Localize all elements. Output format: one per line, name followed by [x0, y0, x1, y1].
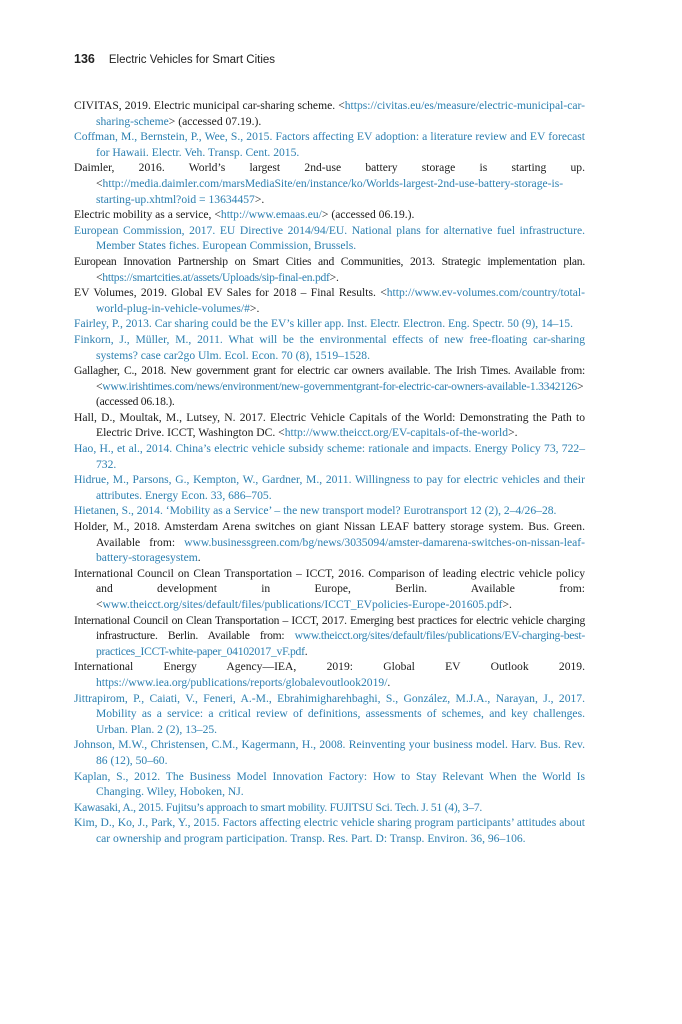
reference-text: Gallagher, C., 2018. New government grant for electric car owners available. The Irish Times. Available from: < — [74, 364, 585, 393]
book-title: Electric Vehicles for Smart Cities — [108, 54, 276, 66]
reference-item[interactable] — [74, 441, 585, 472]
reference-text[interactable]: Kim, D., Ko, J., Park, Y., 2015. Factors affecting electric vehicle sharing program participants’ attitudes about car ownership and program participation. Transp. Res. Part. D: Transp. Environ. 36, 96–106. — [74, 816, 585, 845]
reference-trailer: > (accessed 06.18.). — [96, 379, 584, 409]
reference-link[interactable]: http://www.theicct.org/EV-capitals-of-the-world — [284, 426, 509, 440]
reference-text[interactable]: Hao, H., et al., 2014. China’s electric vehicle subsidy scheme: rationale and impacts. Energy Policy 73, 722–732. — [74, 442, 585, 471]
reference-text: International Council on Clean Transportation – ICCT, 2016. Comparison of leading electric vehicle policy and development in Europe, Berlin. Available from: < — [74, 566, 585, 611]
reference-trailer: >. — [254, 192, 265, 206]
reference-link[interactable]: http://www.emaas.eu/ — [220, 208, 322, 222]
reference-trailer: . — [304, 644, 308, 658]
reference-link[interactable]: https://smartcities.at/assets/Uploads/sip-final-en.pdf — [102, 270, 330, 284]
reference-list — [74, 98, 585, 847]
reference-item — [74, 363, 585, 410]
page-number: 136 — [74, 52, 95, 66]
reference-trailer: . — [197, 551, 201, 565]
reference-text[interactable]: Coffman, M., Bernstein, P., Wee, S., 2015. Factors affecting EV adoption: a literature review and EV forecast for Hawaii. Electr. Veh. Transp. Cent. 2015. — [74, 130, 585, 159]
reference-text[interactable]: Johnson, M.W., Christensen, C.M., Kagermann, H., 2008. Reinventing your business model. Harv. Bus. Rev. 86 (12), 50–60. — [74, 738, 585, 767]
reference-item — [74, 519, 585, 566]
reference-item[interactable] — [74, 129, 585, 160]
reference-item — [74, 566, 585, 613]
reference-item[interactable] — [74, 769, 585, 800]
reference-text[interactable]: Hidrue, M., Parsons, G., Kempton, W., Gardner, M., 2011. Willingness to pay for electric vehicles and their attributes. Energy Econ. 33, 686–705. — [74, 473, 585, 502]
reference-item[interactable] — [74, 800, 585, 816]
reference-text: Hall, D., Moultak, M., Lutsey, N. 2017. Electric Vehicle Capitals of the World: Demonstrating the Path to Electric Drive. ICCT, Washington DC. < — [74, 410, 585, 440]
reference-link[interactable]: www.theicct.org/sites/default/files/publications/EV-charging-best-practices_ICCT-white-paper_04102017_vF.pdf — [96, 629, 585, 658]
reference-trailer: > (accessed 07.19.). — [168, 114, 262, 128]
reference-text[interactable]: Jittrapirom, P., Caiati, V., Feneri, A.-M., Ebrahimigharehbaghi, S., González, M.J.A., Narayan, J., 2017. Mobility as a service: a critical review of definitions, assessments of schemes, and key challenges. Urban. Plan. 2 (2), 13–25. — [74, 691, 585, 736]
reference-item — [74, 613, 585, 660]
reference-link[interactable]: www.irishtimes.com/news/environment/new-governmentgrant-for-electric-car-owners-available-1.3342126 — [102, 379, 577, 393]
reference-trailer: . — [387, 675, 391, 689]
reference-text[interactable]: Fairley, P., 2013. Car sharing could be the EV’s killer app. Inst. Electr. Electron. Eng. Spectr. 50 (9), 14–15. — [74, 317, 573, 331]
reference-item — [74, 659, 585, 690]
reference-link[interactable]: http://www.ev-volumes.com/country/total-world-plug-in-vehicle-volumes/# — [96, 286, 585, 315]
reference-text[interactable]: Finkorn, J., Müller, M., 2011. What will be the environmental effects of new free-floating car-sharing systems? case car2go Ulm. Ecol. Econ. 70 (8), 1519–1528. — [74, 332, 585, 362]
reference-trailer: > (accessed 06.19.). — [321, 208, 415, 222]
reference-item — [74, 254, 585, 285]
reference-trailer: >. — [502, 598, 512, 611]
reference-link[interactable]: https://www.iea.org/publications/reports/globalevoutlook2019/ — [96, 675, 388, 689]
reference-item[interactable] — [74, 316, 585, 332]
reference-text: International Council on Clean Transportation – ICCT, 2017. Emerging best practices for electric vehicle charging infrastructure. Berlin. Available from: — [74, 613, 585, 643]
reference-item — [74, 207, 585, 223]
reference-trailer: >. — [508, 426, 518, 440]
reference-text: Holder, M., 2018. Amsterdam Arena switches on giant Nissan LEAF battery storage system. Bus. Green. Available from: — [74, 520, 585, 549]
reference-item[interactable] — [74, 503, 585, 519]
reference-item[interactable] — [74, 737, 585, 768]
reference-item[interactable] — [74, 223, 585, 254]
reference-text: EV Volumes, 2019. Global EV Sales for 2018 – Final Results. < — [74, 286, 387, 300]
reference-text[interactable]: Hietanen, S., 2014. ‘Mobility as a Service’ – the new transport model? Eurotransport 12 (2), 2–4/26–28. — [74, 504, 557, 518]
reference-item[interactable] — [74, 332, 585, 363]
reference-item[interactable] — [74, 691, 585, 738]
reference-item — [74, 98, 585, 129]
reference-text: Electric mobility as a service, < — [74, 208, 221, 222]
running-head — [74, 52, 275, 66]
reference-text[interactable]: European Commission, 2017. EU Directive 2014/94/EU. National plans for alternative fuel infrastructure. Member States fiches. European Commission, Brussels. — [74, 223, 585, 253]
reference-link[interactable]: www.theicct.org/sites/default/files/publications/ICCT_EVpolicies-Europe-201605.pdf — [102, 598, 503, 611]
reference-text: International Energy Agency—IEA, 2019: Global EV Outlook 2019. — [74, 660, 585, 674]
reference-trailer: >. — [249, 301, 260, 315]
reference-link[interactable]: http://media.daimler.com/marsMediaSite/en/instance/ko/Worlds-largest-2nd-use-battery-storage-is-starting-up.xhtml?oid = 13634457 — [96, 176, 564, 206]
reference-item — [74, 160, 585, 207]
reference-text[interactable]: Kaplan, S., 2012. The Business Model Innovation Factory: How to Stay Relevant When the World Is Changing. Wiley, Hoboken, NJ. — [74, 769, 585, 799]
reference-text: European Innovation Partnership on Smart Cities and Communities, 2013. Strategic implementation plan. < — [74, 254, 585, 284]
reference-text[interactable]: Kawasaki, A., 2015. Fujitsu’s approach to smart mobility. FUJITSU Sci. Tech. J. 51 (4), 3–7. — [74, 800, 483, 814]
reference-text: Daimler, 2016. World’s largest 2nd-use battery storage is starting up. < — [74, 161, 585, 190]
reference-link[interactable]: www.businessgreen.com/bg/news/3035094/amster-damarena-switches-on-nissan-leaf-battery-storagesystem — [96, 535, 585, 565]
reference-trailer: >. — [329, 270, 339, 284]
reference-item[interactable] — [74, 472, 585, 503]
reference-item — [74, 285, 585, 316]
reference-item — [74, 410, 585, 441]
reference-link[interactable]: https://civitas.eu/es/measure/electric-municipal-car-sharing-scheme — [96, 99, 585, 128]
reference-item[interactable] — [74, 815, 585, 846]
reference-text: CIVITAS, 2019. Electric municipal car-sharing scheme. < — [74, 99, 345, 112]
